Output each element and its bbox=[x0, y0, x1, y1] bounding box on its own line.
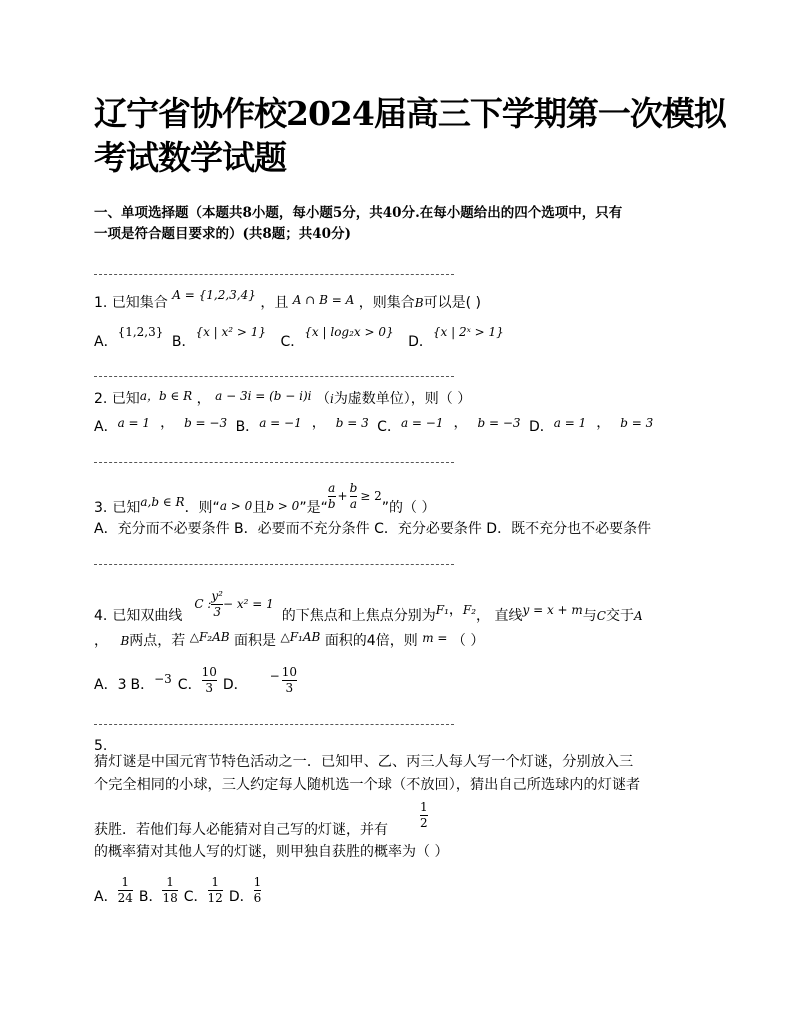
separator bbox=[94, 376, 454, 377]
math-expression: a − 3i = (b − i)i bbox=[215, 389, 312, 403]
separator bbox=[94, 274, 454, 275]
option-b[interactable]: B．a = −1 ， b = 3 bbox=[235, 415, 369, 435]
math-expression: b > 0 bbox=[266, 499, 300, 513]
title-line-1: 辽宁省协作校2024届高三下学期第一次模拟 bbox=[94, 94, 726, 133]
math-expression: A ∩ B = A bbox=[292, 293, 355, 307]
separator bbox=[94, 724, 454, 725]
fraction: $\frac{1}{2}$ bbox=[420, 800, 428, 830]
math-expression: A = {1,2,3,4} bbox=[172, 288, 256, 302]
section-heading-line-1: 一、单项选择题（本题共8小题，每小题5分，共40分.在每小题给出的四个选项中，只有 bbox=[94, 205, 623, 221]
fraction: $\frac{a}{b}$ bbox=[327, 480, 336, 511]
question-5-line-4: 的概率猜对其他人写的灯谜，则甲独自获胜的概率为（ ） bbox=[94, 844, 449, 860]
question-4-options bbox=[94, 656, 297, 696]
title-line-2: 考试数学试题 bbox=[94, 138, 286, 178]
question-number: 5. bbox=[94, 738, 108, 754]
option-c[interactable]: C．{x | log₂x > 0} bbox=[280, 325, 394, 350]
option-b[interactable]: B．{x | x² > 1} bbox=[171, 325, 267, 350]
option-a[interactable]: A．a = 1 ， b = −3 bbox=[94, 415, 228, 435]
question-1-options bbox=[94, 325, 504, 350]
question-3-stem: 3. 已知 a,b ∈ R ．则“ a > 0 且 b > 0 ”是“ $\frac{a}{b}$ + $\frac{b}{a}$ ≥ 2 ”的（ ） bbox=[94, 480, 436, 516]
page-title bbox=[94, 96, 726, 177]
question-1-stem: 1. 已知集合 A = {1,2,3,4} ，且 A ∩ B = A ，则集合B可以是( ) bbox=[94, 288, 481, 311]
question-4-stem-cont: ， B两点，若 △F₂AB 面积是 △F₁AB 面积的4倍，则 m = （ ） bbox=[94, 630, 485, 649]
question-2-stem: 2. 已知a，b ∈ R ， a − 3i = (b − i)i （i为虚数单位），则（ ） bbox=[94, 389, 472, 407]
option-d[interactable]: D．a = 1 ， b = 3 bbox=[529, 415, 654, 435]
option-d[interactable]: D．{x | 2ˣ > 1} bbox=[408, 325, 504, 350]
separator bbox=[94, 564, 454, 565]
fraction: $\frac{b}{a}$ bbox=[349, 480, 358, 511]
math-expression: a,b ∈ R bbox=[140, 495, 185, 509]
option-d[interactable]: D． $\frac{1}{6}$ bbox=[228, 875, 262, 905]
question-4-stem: 4. 已知双曲线 C : $\frac{\text{y²}}{3}$ − x² = 1 的下焦点和上焦点分别为 F₁ ， F₂ ， 直线 y = x + m 与 C 交于 A bbox=[94, 588, 643, 624]
question-number: 3. bbox=[94, 500, 108, 516]
option-d[interactable]: D． − $\frac{10}{3}$ bbox=[222, 665, 297, 695]
question-5-options bbox=[94, 866, 261, 906]
question-2-options bbox=[94, 415, 654, 435]
question-number: 2. bbox=[94, 391, 108, 407]
option-a[interactable]: A．3 bbox=[94, 677, 127, 693]
question-5-line-2: 个完全相同的小球，三人约定每人随机选一个球（不放回），猜出自己所选球内的灯谜者 bbox=[94, 777, 641, 793]
question-5-line-3: 获胜．若他们每人必能猜对自己写的灯谜，并有 bbox=[94, 822, 388, 838]
option-c[interactable]: C． $\frac{10}{3}$ bbox=[177, 665, 217, 695]
section-heading-line-2: 一项是符合题目要求的）(共8题；共40分) bbox=[94, 225, 351, 242]
math-expression: a > 0 bbox=[219, 499, 253, 513]
math-expression: a，b ∈ R bbox=[139, 389, 193, 403]
question-3-options[interactable]: A．充分而不必要条件 B．必要而不充分条件 C．充分必要条件 D．既不充分也不必要条件 bbox=[94, 521, 652, 537]
option-c[interactable]: C． $\frac{1}{12}$ bbox=[183, 875, 223, 905]
question-number: 1. bbox=[94, 295, 108, 311]
option-b[interactable]: B． $\frac{1}{18}$ bbox=[138, 875, 178, 905]
separator bbox=[94, 462, 454, 463]
fraction: $\frac{\text{y²}}{3}$ bbox=[211, 588, 223, 619]
option-b[interactable]: B．−3 bbox=[130, 672, 172, 693]
question-5-line-1: 猜灯谜是中国元宵节特色活动之一．已知甲、乙、丙三人每人写一个灯谜，分别放入三 bbox=[94, 754, 634, 770]
option-a[interactable]: A． $\frac{1}{24}$ bbox=[94, 875, 133, 905]
option-a[interactable]: A．{1,2,3} bbox=[94, 325, 164, 350]
section-heading bbox=[94, 203, 622, 245]
option-c[interactable]: C．a = −1 ， b = −3 bbox=[377, 415, 521, 435]
question-number: 4. bbox=[94, 608, 108, 624]
